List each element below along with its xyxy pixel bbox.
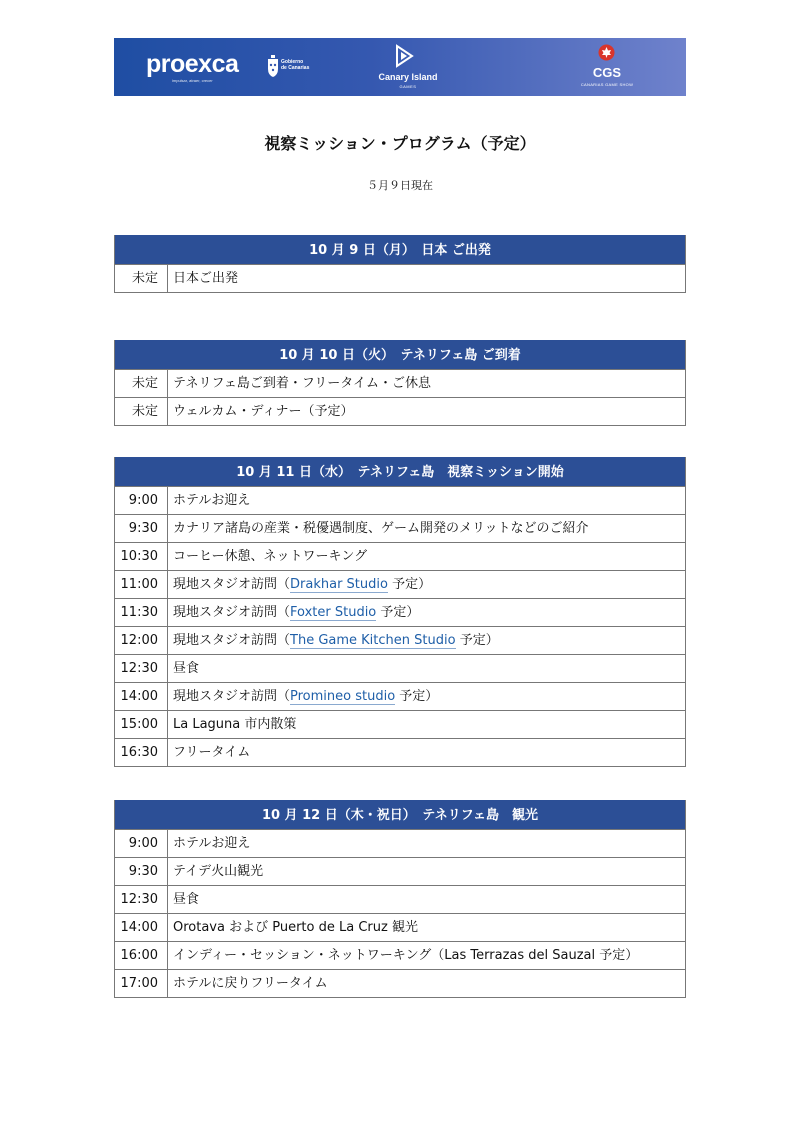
schedule-description xyxy=(168,711,296,738)
schedule-row xyxy=(115,397,685,425)
description-text: カナリア諸島の産業・税優遇制度、ゲーム開発のメリットなどのご紹介 xyxy=(173,521,589,536)
description-text: コーヒー休憩、ネットワーキング xyxy=(173,549,368,564)
schedule-time: 9:30 xyxy=(115,858,168,885)
canary-island-subtext: GAMES xyxy=(399,84,417,89)
schedule-description xyxy=(168,830,250,857)
schedule-time: 12:30 xyxy=(115,886,168,913)
description-text: ホテルお迎え xyxy=(173,836,251,851)
proexca-logo: proexca xyxy=(146,50,239,78)
schedule-row xyxy=(115,264,685,292)
schedule-description xyxy=(168,487,250,514)
header-banner xyxy=(114,38,686,96)
description-text: 現地スタジオ訪問（ xyxy=(173,689,291,704)
schedule-description xyxy=(168,599,419,626)
schedule-description xyxy=(168,515,588,542)
schedule-time: 9:30 xyxy=(115,515,168,542)
description-text: La Laguna 市内散策 xyxy=(173,717,297,732)
schedule-time: 10:30 xyxy=(115,543,168,570)
schedule-description xyxy=(168,627,499,654)
schedule-time: 11:30 xyxy=(115,599,168,626)
schedule-time: 9:00 xyxy=(115,487,168,514)
gov-line-2: de Canarias xyxy=(281,65,310,71)
as-of-date: ５月９日現在 xyxy=(367,179,433,192)
schedule-row xyxy=(115,486,685,514)
schedule-row xyxy=(115,710,685,738)
description-text: インディー・セッション・ネットワーキング（Las Terrazas del Sauzal 予定） xyxy=(173,948,639,963)
schedule-time: 15:00 xyxy=(115,711,168,738)
schedule-row xyxy=(115,941,685,969)
day-header: 10 月 9 日（月） 日本 ご出発 xyxy=(115,235,685,264)
schedule-description xyxy=(168,739,250,766)
description-suffix: 予定） xyxy=(395,689,439,704)
schedule-time: 未定 xyxy=(115,370,168,397)
description-suffix: 予定） xyxy=(387,577,432,592)
schedule-row xyxy=(115,514,685,542)
schedule-description xyxy=(168,858,263,885)
schedule-time: 16:30 xyxy=(115,739,168,766)
description-text: ウェルカム・ディナー（予定） xyxy=(173,404,354,419)
schedule-row xyxy=(115,682,685,710)
schedule-time: 未定 xyxy=(115,398,168,425)
description-suffix: 予定） xyxy=(455,633,499,648)
description-text: 昼食 xyxy=(173,661,200,676)
schedule-description xyxy=(168,683,438,710)
schedule-description xyxy=(168,886,199,913)
schedule-time: 14:00 xyxy=(115,914,168,941)
studio-link[interactable]: Foxter Studio xyxy=(290,605,377,620)
schedule-row xyxy=(115,542,685,570)
cgs-subtext: CANARIAS GAME SHOW xyxy=(580,82,634,87)
schedule-row xyxy=(115,570,685,598)
day-header: 10 月 12 日（木・祝日） テネリフェ島 観光 xyxy=(115,800,685,829)
description-text: 日本ご出発 xyxy=(173,271,239,286)
description-text: テイデ火山観光 xyxy=(173,864,264,879)
schedule-time: 16:00 xyxy=(115,942,168,969)
schedule-row xyxy=(115,829,685,857)
description-text: テネリフェ島ご到着・フリータイム・ご休息 xyxy=(173,376,432,391)
canary-island-logo-text: Canary Island xyxy=(378,72,438,82)
schedule-row xyxy=(115,969,685,997)
description-text: ホテルお迎え xyxy=(173,493,251,508)
studio-link[interactable]: Promineo studio xyxy=(290,689,396,704)
schedule-row xyxy=(115,913,685,941)
description-text: フリータイム xyxy=(173,745,251,760)
proexca-tagline: impulsar, atraer, crecer xyxy=(172,78,213,83)
schedule-time: 未定 xyxy=(115,265,168,292)
schedule-row xyxy=(115,626,685,654)
schedule-row xyxy=(115,885,685,913)
schedule-time: 14:00 xyxy=(115,683,168,710)
description-text: ホテルに戻りフリータイム xyxy=(173,976,328,991)
schedule-description xyxy=(168,398,353,425)
day-header: 10 月 10 日（火） テネリフェ島 ご到着 xyxy=(115,340,685,369)
gov-line-1: Gobierno xyxy=(281,59,304,65)
day-table xyxy=(114,457,686,767)
schedule-time: 17:00 xyxy=(115,970,168,997)
gobierno-logo-text xyxy=(281,59,309,71)
description-text: 昼食 xyxy=(173,892,200,907)
cgs-logo-text: CGS xyxy=(592,65,622,80)
day-table xyxy=(114,340,686,426)
schedule-time: 9:00 xyxy=(115,830,168,857)
schedule-row xyxy=(115,738,685,766)
studio-link[interactable]: The Game Kitchen Studio xyxy=(290,633,456,648)
schedule-description xyxy=(168,571,431,598)
day-header: 10 月 11 日（水） テネリフェ島 視察ミッション開始 xyxy=(115,457,685,486)
schedule-row xyxy=(115,857,685,885)
schedule-description xyxy=(168,543,367,570)
schedule-description xyxy=(168,265,238,292)
maple-leaf-icon xyxy=(598,44,615,61)
schedule-description xyxy=(168,914,418,941)
day-table xyxy=(114,235,686,293)
schedule-time: 12:30 xyxy=(115,655,168,682)
description-text: 現地スタジオ訪問（ xyxy=(173,605,291,620)
schedule-row xyxy=(115,369,685,397)
description-text: Orotava および Puerto de La Cruz 観光 xyxy=(173,920,418,935)
description-text: 現地スタジオ訪問（ xyxy=(173,577,291,592)
studio-link[interactable]: Drakhar Studio xyxy=(290,577,388,592)
day-table xyxy=(114,800,686,998)
description-suffix: 予定） xyxy=(376,605,420,620)
schedule-time: 11:00 xyxy=(115,571,168,598)
play-triangle-icon xyxy=(394,44,414,68)
schedule-row xyxy=(115,654,685,682)
schedule-description xyxy=(168,655,199,682)
schedule-time: 12:00 xyxy=(115,627,168,654)
schedule-description xyxy=(168,370,431,397)
schedule-description xyxy=(168,942,638,969)
schedule-description xyxy=(168,970,328,997)
schedule-row xyxy=(115,598,685,626)
page-title: 視察ミッション・プログラム（予定） xyxy=(264,134,536,153)
coat-of-arms-icon xyxy=(267,55,279,79)
description-text: 現地スタジオ訪問（ xyxy=(173,633,291,648)
